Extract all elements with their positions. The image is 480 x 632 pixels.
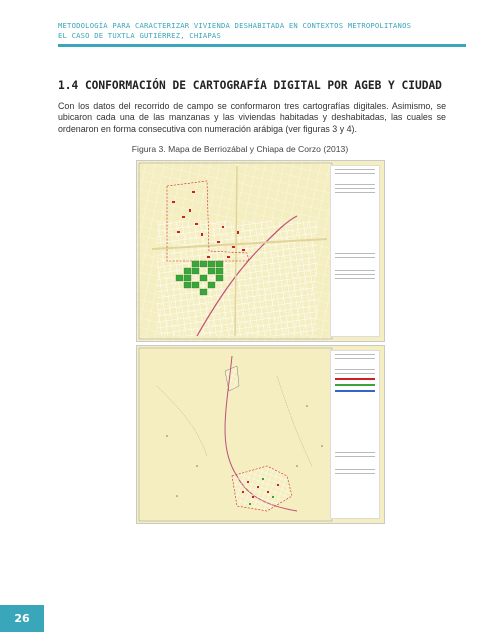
map-berriozabal: [136, 160, 385, 342]
body-paragraph: Con los datos del recorrido de campo se conformaron tres cartografías digitales. Asimismo, se ubicaron cada una de las manzanas y las viviendas habitadas y deshabitadas, las cuales se ordenaron en forma consecutiva con numeración arábiga (ver figuras 3 y 4).: [58, 101, 446, 134]
figure-caption: Figura 3. Mapa de Berriozábal y Chiapa de Corzo (2013): [131, 144, 349, 154]
header-rule: [58, 44, 466, 47]
section-title: 1.4 CONFORMACIÓN DE CARTOGRAFÍA DIGITAL POR AGEB Y CIUDAD: [58, 79, 442, 92]
running-header: [58, 21, 411, 41]
page-number: 26: [0, 605, 44, 632]
map-legend-1: [330, 165, 380, 337]
map-legend-2: [330, 350, 380, 519]
running-header-subtitle: EL CASO DE TUXTLA GUTIÉRREZ, CHIAPAS: [58, 31, 221, 40]
map-chiapa-de-corzo: [136, 345, 385, 524]
running-header-title: METODOLOGÍA PARA CARACTERIZAR VIVIENDA DESHABITADA EN CONTEXTOS METROPOLITANOS: [58, 21, 412, 30]
